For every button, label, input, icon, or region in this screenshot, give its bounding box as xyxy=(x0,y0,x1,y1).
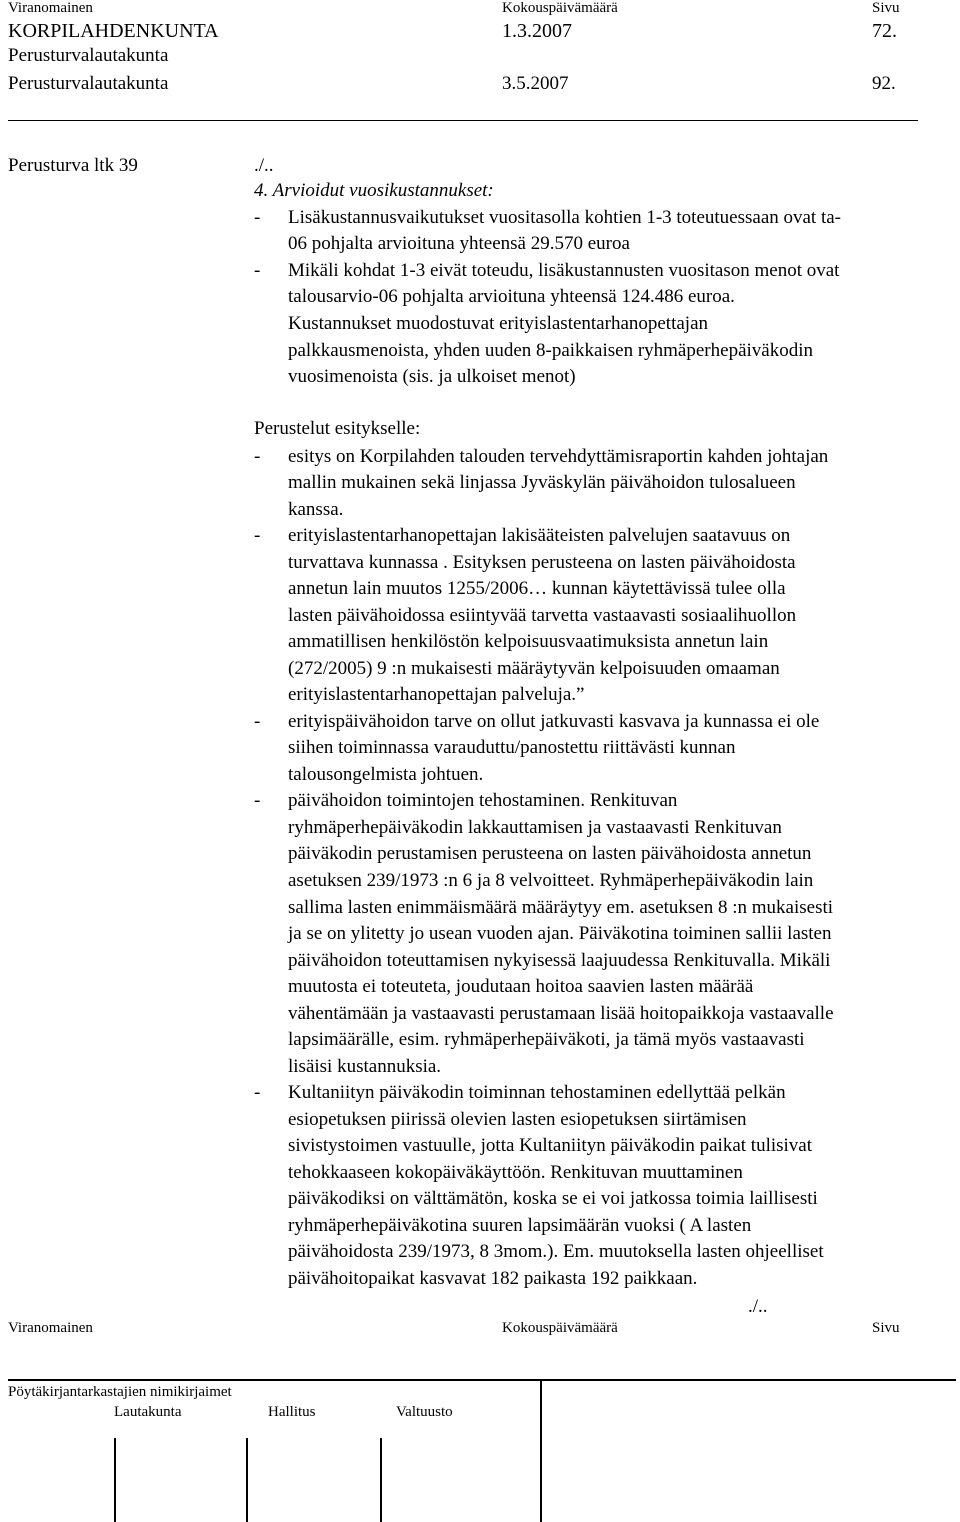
list-item-line: päivähoitopaikat kasvavat 182 paikasta 192 paikkaan. xyxy=(288,1268,698,1289)
list-item-line: muutosta ei toteuteta, joudutaan hoitoa saavien lasten määrää xyxy=(288,976,754,997)
list-item-line: erityislastentarhanopettajan lakisääteisten palvelujen saatavuus on xyxy=(288,525,791,546)
page-label: Sivu xyxy=(872,0,900,16)
list-item-line: kanssa. xyxy=(288,499,344,520)
list-item-line: (272/2005) 9 :n mukaisesti määräytyvän kelpoisuuden omaaman xyxy=(288,658,780,679)
list-item-line: siihen toiminnassa varauduttu/panostettu riittävästi kunnan xyxy=(288,737,736,758)
list-item-line: Kustannukset muodostuvat erityislastentarhanopettajan xyxy=(288,313,709,334)
list-item-line: talousongelmista johtuen. xyxy=(288,764,484,785)
initials-title: Pöytäkirjantarkastajien nimikirjaimet xyxy=(8,1384,232,1400)
bullet-dash: - xyxy=(254,1082,261,1103)
list-item-line: mallin mukainen sekä linjassa Jyväskylän päivähoidon tulosalueen xyxy=(288,472,796,493)
bullet-dash: - xyxy=(254,711,261,732)
list-item-line: vuosimenoista (sis. ja ulkoiset menot) xyxy=(288,366,576,387)
initials-column-label: Hallitus xyxy=(268,1404,316,1420)
list-item-line: asetuksen 239/1973 :n 6 ja 8 velvoitteet. Ryhmäperhepäiväkodin lain xyxy=(288,870,814,891)
list-item-line: Kultaniityn päiväkodin toiminnan tehostaminen edellyttää pelkän xyxy=(288,1082,786,1103)
signature-field-divider xyxy=(380,1438,382,1522)
initials-top-rule xyxy=(8,1379,956,1381)
signature-field-divider xyxy=(246,1438,248,1522)
list-item-line: esitys on Korpilahden talouden tervehdyttämisraportin kahden johtajan xyxy=(288,446,829,467)
page-number: 92. xyxy=(872,73,896,94)
authority-label: Viranomainen xyxy=(8,0,93,16)
board-name: Perusturvalautakunta xyxy=(8,45,169,66)
list-item-line: talousarvio-06 pohjalta arvioituna yhteensä 124.486 euroa. xyxy=(288,286,735,307)
list-item-line: palkkausmenoista, yhden uuden 8-paikkaisen ryhmäperhepäiväkodin xyxy=(288,340,813,361)
list-item-line: vähentämään ja vastaavasti perustamaan lisää hoitopaikkoja vastaavalle xyxy=(288,1003,834,1024)
board-name: Perusturvalautakunta xyxy=(8,73,169,94)
page-number: 72. xyxy=(872,20,897,42)
list-item-line: erityispäivähoidon tarve on ollut jatkuvasti kasvava ja kunnassa ei ole xyxy=(288,711,820,732)
bullet-dash: - xyxy=(254,446,261,467)
item-title: 4. Arvioidut vuosikustannukset: xyxy=(254,180,494,201)
list-item-line: lasten päivähoidossa esiintyvää tarvetta vastaavasti sosiaalihuollon xyxy=(288,605,797,626)
list-item-line: tehokkaaseen kokopäiväkäyttöön. Renkituvan muuttaminen xyxy=(288,1162,743,1183)
signature-field-divider xyxy=(114,1438,116,1522)
meeting-date-label: Kokouspäivämäärä xyxy=(502,1320,618,1336)
list-item-line: päivähoidon toimintojen tehostaminen. Renkituvan xyxy=(288,790,678,811)
list-item-line: päiväkodiksi on välttämätön, koska se ei voi jatkossa toimia laillisesti xyxy=(288,1188,818,1209)
grounds-heading: Perustelut esitykselle: xyxy=(254,418,421,439)
list-item-line: Mikäli kohdat 1-3 eivät toteudu, lisäkustannusten vuositason menot ovat xyxy=(288,260,840,281)
list-item-line: sallima lasten enimmäismäärä määräytyy em. asetuksen 8 :n mukaisesti xyxy=(288,897,834,918)
municipality-name: KORPILAHDENKUNTA xyxy=(8,20,219,42)
authority-label: Viranomainen xyxy=(8,1320,93,1336)
page-label: Sivu xyxy=(872,1320,900,1336)
list-item-line: ja se on ylitetty jo usean vuoden ajan. Päiväkotina toiminen sallii lasten xyxy=(288,923,832,944)
list-item-line: ryhmäperhepäiväkotina suuren lapsimäärän vuoksi ( A lasten xyxy=(288,1215,752,1236)
meeting-date-label: Kokouspäivämäärä xyxy=(502,0,618,16)
section-reference: Perusturva ltk 39 xyxy=(8,155,138,176)
list-item-line: päivähoidon toteuttamisen nykyisessä laajuudessa Renkituvalla. Mikäli xyxy=(288,950,831,971)
list-item-line: turvattava kunnassa . Esityksen perusteena on lasten päivähoidosta xyxy=(288,552,796,573)
list-item-line: ryhmäperhepäiväkodin lakkauttamisen ja vastaavasti Renkituvan xyxy=(288,817,782,838)
list-item-line: ammatillisen henkilöstön kelpoisuusvaatimuksista annetun lain xyxy=(288,631,769,652)
list-item-line: päivähoidosta 239/1973, 8 3mom.). Em. muutoksella lasten ohjeelliset xyxy=(288,1241,824,1262)
meeting-date: 1.3.2007 xyxy=(502,20,572,42)
list-item-line: annetun lain muutos 1255/2006… kunnan käytettävissä tulee olla xyxy=(288,578,786,599)
bullet-dash: - xyxy=(254,790,261,811)
initials-column-divider xyxy=(540,1379,542,1522)
list-item-line: esiopetuksen piirissä olevien lasten esiopetuksen siirtämisen xyxy=(288,1109,747,1130)
list-item-line: 06 pohjalta arvioituna yhteensä 29.570 euroa xyxy=(288,233,630,254)
bullet-dash: - xyxy=(254,525,261,546)
list-item-line: sivistystoimen vastuulle, jotta Kultaniityn päiväkodin paikat tulisivat xyxy=(288,1135,813,1156)
continued-mark: ./.. xyxy=(254,155,274,176)
initials-column-label: Valtuusto xyxy=(396,1404,453,1420)
bullet-dash: - xyxy=(254,207,261,228)
meeting-date: 3.5.2007 xyxy=(502,73,569,94)
bullet-dash: - xyxy=(254,260,261,281)
list-item-line: erityislastentarhanopettajan palveluja.” xyxy=(288,684,585,705)
list-item-line: lisäisi kustannuksia. xyxy=(288,1056,442,1077)
header-divider xyxy=(8,120,918,121)
list-item-line: päiväkodin perustamisen perusteena on lasten päivähoidosta annetun xyxy=(288,843,812,864)
list-item-line: lapsimäärälle, esim. ryhmäperhepäiväkoti, ja tämä myös vastaavasti xyxy=(288,1029,805,1050)
continued-mark: ./.. xyxy=(748,1296,768,1317)
initials-column-label: Lautakunta xyxy=(114,1404,182,1420)
list-item-line: Lisäkustannusvaikutukset vuositasolla kohtien 1-3 toteutuessaan ovat ta- xyxy=(288,207,842,228)
